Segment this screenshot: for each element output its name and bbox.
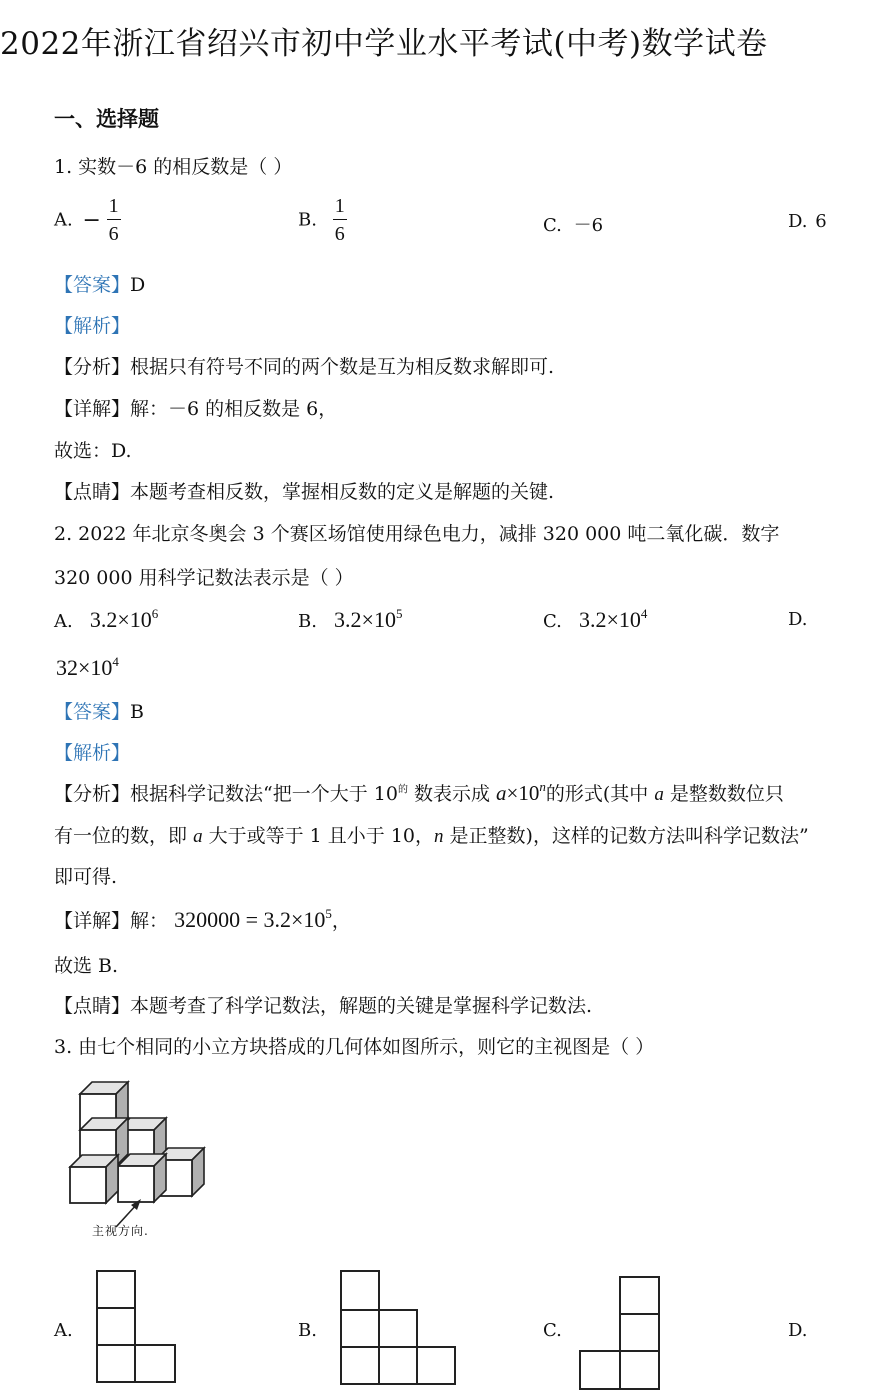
q3-option-c-label: C. (543, 1320, 562, 1341)
question-3-text: 3. 由七个相同的小立方块搭成的几何体如图所示，则它的主视图是（ ） (54, 1036, 655, 1058)
square (134, 1344, 176, 1383)
comment-text: 本题考查相反数，掌握相反数的定义是解题的关键. (130, 481, 555, 503)
option-label: A. (54, 209, 73, 231)
option-label: B. (298, 209, 317, 231)
analysis-text: 的形式(其中 (545, 783, 649, 805)
option-value (334, 607, 402, 632)
q3-option-a-label: A. (54, 1320, 73, 1341)
answer-tag: 【答案】 (54, 701, 131, 723)
math-exponent: 4 (640, 606, 648, 621)
fraction (107, 196, 121, 244)
q3-option-d-label: D. (788, 1320, 808, 1341)
q2-analysis-line-1 (54, 779, 784, 806)
minus-sign: − (82, 207, 101, 233)
analysis-tag: 【分析】 (54, 783, 131, 805)
cube (118, 1154, 166, 1202)
analysis-text: 数表示成 (407, 783, 490, 805)
q1-option-a (54, 196, 121, 244)
square (378, 1309, 418, 1348)
q2-option-d-label: D. (788, 609, 808, 630)
square (340, 1270, 380, 1311)
math-exponent: 4 (112, 654, 119, 669)
square (340, 1309, 380, 1348)
analysis-text: 大于或等于 1 且小于 10， (208, 825, 434, 847)
analysis-text: 根据科学记数法“把一个大于 10 (130, 783, 398, 805)
detail-formula (174, 907, 332, 932)
analysis-tag: 【分析】 (54, 356, 131, 378)
q2-detail (54, 906, 351, 933)
q2-choose: 故选 B. (54, 955, 119, 977)
q2-option-a (54, 606, 158, 633)
q2-analysis-line-3: 即可得. (54, 866, 118, 888)
q1-option-d (788, 211, 827, 232)
question-1-text: 1. 实数－6 的相反数是（ ） (54, 156, 293, 178)
comment-tag: 【点睛】 (54, 481, 131, 503)
var-n: n (434, 826, 444, 847)
option-label: B. (298, 611, 317, 632)
denominator: 6 (108, 223, 119, 245)
var-a: a (496, 781, 507, 805)
detail-tag: 【详解】 (54, 398, 131, 420)
figure-caption: 主视方向. (92, 1224, 149, 1238)
var-a: a (654, 784, 664, 805)
analysis-text: 根据只有符号不同的两个数是互为相反数求解即可. (130, 356, 555, 378)
square (416, 1346, 456, 1385)
detail-text: 解：－6 的相反数是 6， (130, 398, 338, 420)
page-title: 2022年浙江省绍兴市初中学业水平考试(中考)数学试卷 (0, 26, 768, 62)
q3-option-c-view (579, 1276, 663, 1392)
answer-value: D (130, 274, 146, 296)
q1-answer (54, 270, 145, 297)
var-a: a (193, 826, 203, 847)
math-base: 3.2×10 (334, 607, 396, 632)
cube (70, 1155, 118, 1203)
question-2-line-1: 2. 2022 年北京冬奥会 3 个赛区场馆使用绿色电力，减排 320 000 吨二氧化碳．数字 (54, 523, 780, 545)
q2-option-d-value (56, 654, 119, 681)
square (96, 1307, 136, 1346)
math-base: 32×10 (56, 655, 113, 680)
square (619, 1313, 660, 1352)
comment-tag: 【点睛】 (54, 995, 131, 1017)
denominator: 6 (334, 223, 345, 245)
q2-comment (54, 991, 592, 1018)
option-label: C. (543, 215, 562, 236)
q2-jiexi-tag: 【解析】 (54, 742, 131, 764)
answer-value: B (130, 701, 144, 723)
option-label: D. (788, 211, 808, 232)
analysis-text: 是正整数)，这样的记数方法叫科学记数法” (449, 825, 809, 847)
numerator: 1 (333, 196, 347, 220)
math-base: 320000 = 3.2×10 (174, 907, 326, 932)
option-value (579, 607, 647, 632)
exponent: 的 (397, 784, 408, 796)
detail-text: ， (331, 910, 351, 932)
analysis-text: 是整数数位只 (669, 783, 784, 805)
option-value (90, 607, 158, 632)
option-label: A. (54, 611, 73, 632)
q2-option-b (298, 606, 402, 633)
math-base: 3.2×10 (89, 607, 152, 632)
q2-analysis-line-2 (54, 821, 809, 848)
q2-answer (54, 697, 144, 724)
q3-option-a-view (96, 1270, 180, 1386)
cube-stack-figure (60, 1075, 230, 1245)
math-exponent: 5 (325, 906, 332, 921)
formula-mid: ×10 (506, 781, 540, 805)
formula (496, 781, 546, 805)
square (579, 1350, 621, 1390)
square (619, 1276, 660, 1315)
square (378, 1346, 418, 1385)
option-value: 6 (815, 211, 827, 232)
analysis-text: 有一位的数，即 (54, 825, 188, 847)
q1-option-c (543, 211, 603, 237)
detail-text: 解： (130, 910, 169, 932)
detail-tag: 【详解】 (54, 910, 131, 932)
q3-option-b-view (340, 1270, 460, 1386)
fraction (333, 196, 347, 244)
var-n: n (539, 779, 546, 794)
math-exponent: 5 (395, 606, 403, 621)
math-exponent: 6 (151, 606, 159, 621)
question-2-line-2: 320 000 用科学记数法表示是（ ） (54, 567, 354, 589)
option-label: C. (543, 611, 562, 632)
q1-analysis (54, 352, 554, 379)
section-title: 一、选择题 (54, 106, 159, 131)
square (619, 1350, 660, 1390)
numerator: 1 (107, 196, 121, 220)
option-value: －6 (573, 215, 604, 236)
square (96, 1270, 136, 1309)
q1-comment (54, 477, 554, 504)
q1-choose: 故选：D. (54, 440, 132, 462)
square (340, 1346, 380, 1385)
q1-option-b (298, 196, 347, 244)
q1-jiexi-tag: 【解析】 (54, 315, 131, 337)
comment-text: 本题考查了科学记数法，解题的关键是掌握科学记数法. (130, 995, 593, 1017)
square (96, 1344, 136, 1383)
answer-tag: 【答案】 (54, 274, 131, 296)
math-base: 3.2×10 (578, 607, 641, 632)
q3-option-b-label: B. (298, 1320, 317, 1341)
q2-option-c (543, 606, 647, 633)
q1-detail (54, 394, 337, 421)
